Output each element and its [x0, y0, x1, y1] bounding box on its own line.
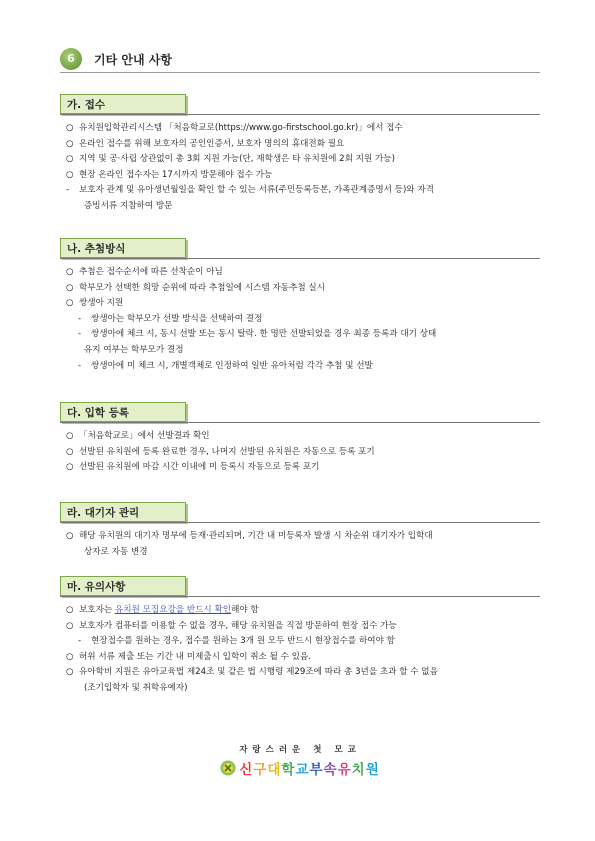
section-title: 나. 추첨방식: [67, 243, 126, 255]
list-item: ○ 선발된 유치원에 마감 시간 이내에 미 등록시 자동으로 등록 포기: [66, 462, 320, 473]
section-divider: [60, 522, 540, 523]
list-item: ○ 추첨은 접수순서에 따른 선착순이 아님: [66, 267, 223, 277]
logo-char: 속: [323, 762, 338, 778]
list-item: ○ 해당 유치원의 대기자 명부에 등재·관리되며, 기간 내 미등록자 발생 시 차순위 대기자가 입학대: [66, 531, 433, 541]
section-divider: [60, 596, 540, 597]
list-item-continuation: (조기입학자 및 취학유예자): [84, 682, 188, 693]
list-item: ○ 허위 서류 제출 또는 기간 내 미제출시 입학이 취소 될 수 있음.: [66, 651, 312, 662]
list-item: ○ 유치원입학관리시스템 「처음학교로(https://www.go-firstschool.go.kr)」에서 접수: [66, 123, 403, 133]
section-title-box: [60, 402, 186, 422]
section-waitlist: [60, 502, 540, 557]
highlighted-notice: 유치원 모집요강을 반드시 확인: [114, 605, 232, 615]
list-item: ○ 유아학비 지원은 유아교육법 제24조 및 같은 법 시행령 제29조에 따라 총 3년을 초과 할 수 없음: [66, 667, 438, 678]
section-divider: [60, 422, 540, 423]
list-subitem: - 쌍생아에 체크 시, 동시 선발 또는 동시 탈락. 한 명만 선발되었을 경우 최종 등록과 대기 상태: [78, 329, 437, 340]
logo-char: 치: [351, 762, 366, 778]
logo-char: 구: [253, 762, 268, 778]
logo-wordmark: [205, 758, 395, 780]
list-item-continuation: 상자로 자동 변경: [84, 546, 148, 557]
section-header: [60, 44, 540, 74]
section-title-box: [60, 238, 186, 258]
list-item: ○ 선발된 유치원에 등록 완료한 경우, 나머지 선발된 유치원은 자동으로 등록 포기: [66, 446, 375, 457]
logo-char: 신: [239, 762, 254, 778]
list-subitem-continuation: 증빙서류 지참하여 방문: [84, 200, 173, 211]
section-divider: [60, 114, 540, 115]
section-title-box: [60, 576, 186, 596]
logo-char: 학: [281, 762, 296, 778]
list-subitem-continuation: 유지 여부는 학부모가 결정: [84, 344, 184, 355]
section-lottery: [60, 238, 540, 371]
section-title: 가. 접수: [67, 99, 106, 111]
list-subitem: - 보호자 관계 및 유아생년월일을 확인 할 수 있는 서류(주민등록등본, 가족관계증명서 등)와 자격: [66, 185, 434, 196]
section-title-box: [60, 502, 186, 522]
school-logo: [205, 743, 395, 783]
header-divider: [60, 72, 540, 73]
section-title-box: [60, 94, 186, 114]
list-subitem: - 쌍생아는 학부모가 선발 방식을 선택하여 결정: [78, 313, 263, 324]
section-divider: [60, 258, 540, 259]
list-item: ○ 현장 온라인 접수자는 17시까지 방문해야 접수 가능: [66, 169, 273, 180]
section-notes: [60, 576, 540, 693]
section-title: 마. 유의사항: [67, 581, 126, 593]
list-item: ○ 학부모가 선택한 희망 순위에 따라 추첨일에 시스템 자동추첨 실시: [66, 282, 325, 293]
list-subitem: - 쌍생아에 미 체크 시, 개별객체로 인정하여 일반 유아처럼 각각 추첨 및 선발: [78, 360, 373, 371]
list-item: ○ 「처음학교로」에서 선발결과 확인: [66, 431, 210, 441]
list-item: ○ 보호자는 유치원 모집요강을 반드시 확인해야 함: [66, 605, 259, 615]
logo-text: [239, 762, 379, 778]
logo-char: 원: [365, 762, 380, 778]
school-emblem-icon: [220, 760, 236, 780]
page-title: 기타 안내 사항: [94, 53, 172, 67]
section-reception: [60, 94, 540, 211]
logo-char: 유: [337, 762, 352, 778]
section-title: 라. 대기자 관리: [67, 507, 140, 519]
logo-char: 교: [295, 762, 310, 778]
logo-char: 부: [309, 762, 324, 778]
list-item: ○ 온라인 접수를 위해 보호자의 공인인증서, 보호자 명의의 휴대전화 필요: [66, 138, 345, 149]
slogan: 자랑스러운 첫 모교: [239, 745, 361, 755]
logo-char: 대: [267, 762, 282, 778]
list-item: ○ 쌍생아 지원: [66, 298, 124, 309]
section-enrollment: [60, 402, 540, 473]
list-item: ○ 보호자가 컴퓨터를 이용할 수 없을 경우, 해당 유치원을 직접 방문하여 현장 접수 가능: [66, 620, 397, 631]
list-subitem: - 현장접수를 원하는 경우, 접수를 원하는 3개 원 모두 반드시 현장접수를 하여야 함: [78, 636, 395, 647]
section-title: 다. 입학 등록: [67, 407, 130, 419]
section-number-badge: 6: [60, 48, 82, 70]
list-item: ○ 지역 및 공·사립 상관없이 총 3회 지원 가능(단, 재학생은 타 유치원에 2회 지원 가능): [66, 154, 395, 165]
